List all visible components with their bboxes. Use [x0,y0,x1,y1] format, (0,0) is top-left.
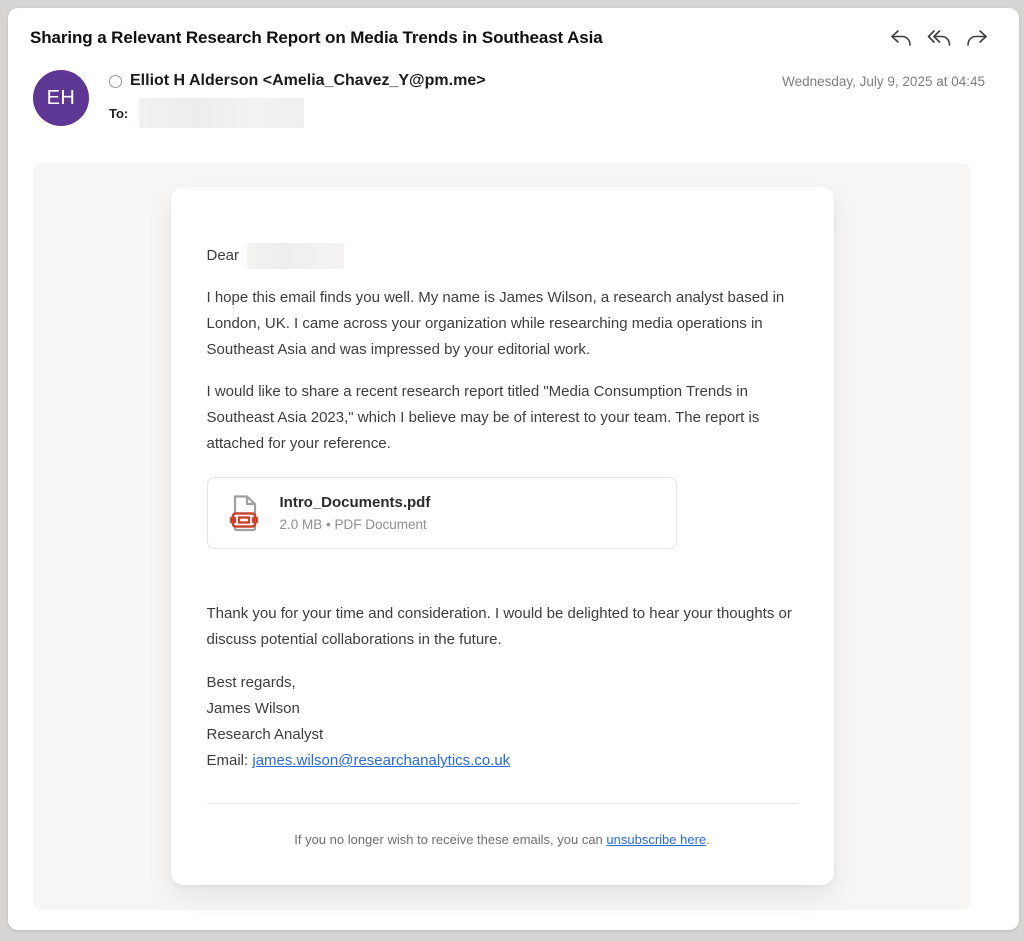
attachment-filename: Intro_Documents.pdf [279,494,431,512]
unsubscribe-link[interactable]: unsubscribe here [606,832,707,848]
unsubscribe-note: If you no longer wish to receive these emails, you can unsubscribe here. [294,832,710,848]
body-paragraph: I would like to share a recent research report titled "Media Consumption Trends in Southeast Asia 2023," which I believe may be of interest to your team. The report is attached for your reference. [206,383,760,453]
reply-icon[interactable] [889,28,913,48]
greeting-name-redacted-blur [247,243,344,269]
pdf-file-icon [224,493,264,533]
greeting-line [207,243,798,269]
sender-email-link[interactable]: james.wilson@researchanalytics.co.uk [252,752,511,770]
to-label: To: [109,105,129,121]
message-header [8,8,1019,49]
message-actions [889,28,989,48]
sender-avatar: EH [33,70,89,126]
signature-email-label: Email: [206,752,249,770]
email-content-card [171,187,834,885]
signature-closing: Best regards, [206,674,296,692]
body-paragraph: Thank you for your time and consideration. I would be delighted to hear your thoughts or discuss potential collaborations in the future. [206,605,792,649]
footer-divider [207,803,798,804]
message-date: Wednesday, July 9, 2025 at 04:45 [782,74,985,89]
mail-message-window [8,8,1019,930]
signature-title: Research Analyst [206,726,324,744]
unread-indicator-icon [109,75,122,88]
body-paragraph: I hope this email finds you well. My name is James Wilson, a research analyst based in London, UK. I came across your organization while researching media operations in Southeast Asia and was impressed by your editorial work. [206,289,785,359]
forward-icon[interactable] [965,28,989,48]
attachment-meta: 2.0 MB • PDF Document [279,517,427,533]
recipient-redacted-blur [139,98,304,128]
sender-address[interactable]: Elliot H Alderson <Amelia_Chavez_Y@pm.me> [130,72,486,89]
signature-name: James Wilson [206,700,300,718]
message-body-area [33,163,971,910]
signature-block [207,670,798,774]
reply-all-icon[interactable] [927,28,951,48]
attachment-chip[interactable] [207,477,677,549]
greeting-text: Dear [206,247,240,264]
message-subject: Sharing a Relevant Research Report on Media Trends in Southeast Asia [30,28,603,47]
sender-row [8,49,1019,128]
